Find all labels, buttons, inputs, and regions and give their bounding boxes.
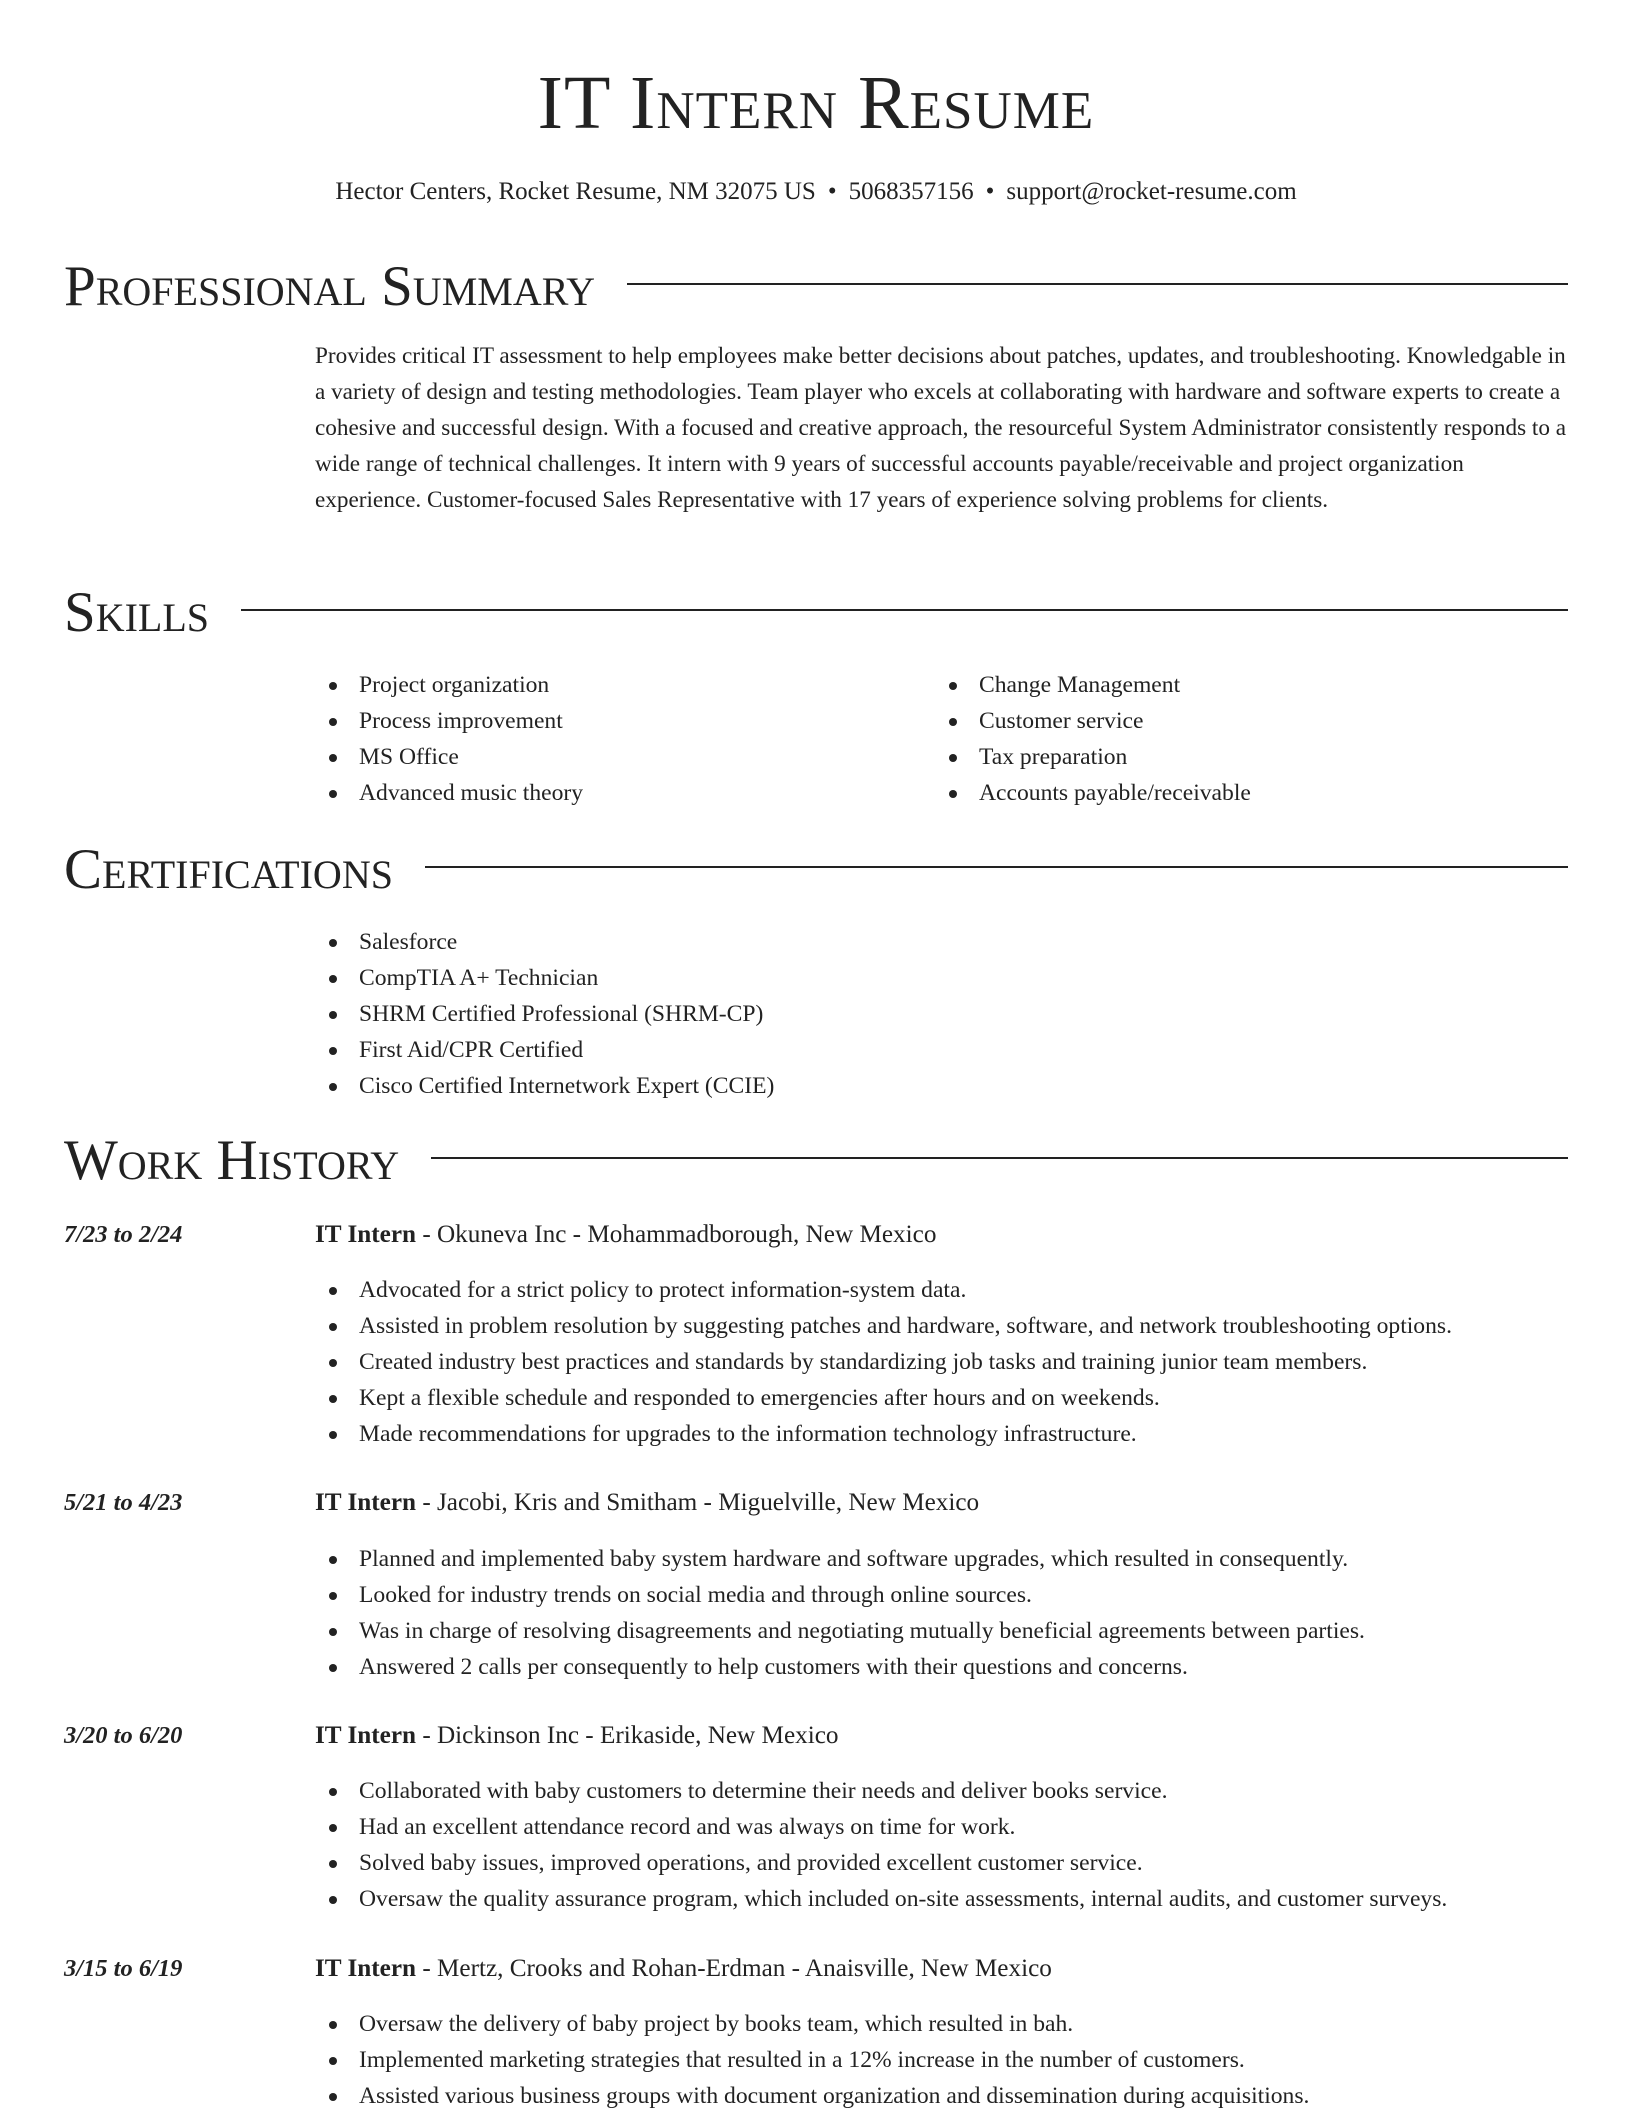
- job-employer-location: - Dickinson Inc - Erikaside, New Mexico: [416, 1722, 839, 1749]
- skills-list-right: [935, 667, 1251, 811]
- contact-separator: •: [827, 178, 837, 205]
- skills-list-left: [315, 667, 583, 811]
- summary-section-header: [64, 251, 1568, 323]
- skill-item: Project organization: [315, 667, 583, 703]
- job-duty-item: Answered 2 calls per consequently to help customers with their questions and concerns.: [315, 1649, 1365, 1685]
- job-duty-item: Created industry best practices and standards by standardizing job tasks and training junior team members.: [315, 1344, 1452, 1380]
- contact-line: [0, 172, 1632, 212]
- work-history-heading: Work History: [64, 1129, 400, 1192]
- job-duty-item: Kept a flexible schedule and responded to emergencies after hours and on weekends.: [315, 1380, 1452, 1416]
- certification-item: First Aid/CPR Certified: [315, 1032, 774, 1068]
- certifications-column: [315, 924, 774, 1104]
- skill-item: Process improvement: [315, 703, 583, 739]
- job-dates: 7/23 to 2/24: [64, 1221, 183, 1248]
- job-duties: [315, 1272, 1452, 1452]
- job-title: IT Intern: [315, 1722, 417, 1749]
- skill-item: Accounts payable/receivable: [935, 775, 1251, 811]
- job-header: [315, 1485, 979, 1521]
- job-duty-item: Planned and implemented baby system hardware and software upgrades, which resulted in consequently.: [315, 1541, 1365, 1577]
- contact-separator: •: [985, 178, 995, 205]
- skills-column-right: [935, 667, 1251, 811]
- contact-phone: 5068357156: [848, 178, 974, 205]
- job-duties-list: [315, 1541, 1365, 1685]
- job-duty-item: Had an excellent attendance record and was always on time for work.: [315, 1809, 1447, 1845]
- section-divider: [241, 609, 1568, 611]
- job-dates: 3/20 to 6/20: [64, 1722, 183, 1749]
- certifications-heading: Certifications: [64, 838, 393, 901]
- summary-heading: Professional Summary: [64, 255, 596, 318]
- job-duties-list: [315, 1272, 1452, 1452]
- contact-address: Hector Centers, Rocket Resume, NM 32075 US: [335, 178, 816, 205]
- job-duty-item: Solved baby issues, improved operations, and provided excellent customer service.: [315, 1845, 1447, 1881]
- job-employer-location: - Mertz, Crooks and Rohan-Erdman - Anaisville, New Mexico: [416, 1955, 1052, 1982]
- job-duties-list: [315, 2006, 1309, 2114]
- job-header: [315, 1718, 838, 1754]
- skill-item: MS Office: [315, 739, 583, 775]
- job-dates: 3/15 to 6/19: [64, 1955, 183, 1982]
- resume-title: IT Intern Resume: [537, 61, 1095, 145]
- section-divider: [425, 866, 1568, 868]
- summary-text: Provides critical IT assessment to help employees make better decisions about patches, updates, and troubleshooting. Knowledgable in a variety of design and testing methodologies. Team player who excels at collaborating with hardware and software experts to create a cohesive and successful design. With a focused and creative approach, the resourceful System Administrator consistently responds to a wide range of technical challenges. It intern with 9 years of successful accounts payable/receivable and project organization experience. Customer-focused Sales Representative with 17 years of experience solving problems for clients.: [315, 343, 1567, 513]
- skill-item: Customer service: [935, 703, 1251, 739]
- job-duty-item: Advocated for a strict policy to protect information-system data.: [315, 1272, 1452, 1308]
- certification-item: Cisco Certified Internetwork Expert (CCIE): [315, 1068, 774, 1104]
- job-duty-item: Assisted in problem resolution by suggesting patches and hardware, software, and network troubleshooting options.: [315, 1308, 1452, 1344]
- job-duties-list: [315, 1773, 1447, 1917]
- job-duties: [315, 1541, 1365, 1685]
- skills-heading: Skills: [64, 581, 210, 644]
- job-dates: 5/21 to 4/23: [64, 1489, 183, 1516]
- section-divider: [627, 283, 1568, 285]
- job-employer-location: - Jacobi, Kris and Smitham - Miguelville, New Mexico: [416, 1489, 980, 1516]
- job-duty-item: Collaborated with baby customers to determine their needs and deliver books service.: [315, 1773, 1447, 1809]
- job-duty-item: Oversaw the delivery of baby project by books team, which resulted in bah.: [315, 2006, 1309, 2042]
- job-header: [315, 1217, 936, 1253]
- job-duty-item: Made recommendations for upgrades to the information technology infrastructure.: [315, 1416, 1452, 1452]
- job-duty-item: Looked for industry trends on social media and through online sources.: [315, 1577, 1365, 1613]
- job-duty-item: Oversaw the quality assurance program, which included on-site assessments, internal audits, and customer surveys.: [315, 1881, 1447, 1917]
- section-divider: [431, 1157, 1568, 1159]
- skill-item: Tax preparation: [935, 739, 1251, 775]
- job-duty-item: Was in charge of resolving disagreements and negotiating mutually beneficial agreements between parties.: [315, 1613, 1365, 1649]
- job-title: IT Intern: [315, 1221, 417, 1248]
- certification-item: Salesforce: [315, 924, 774, 960]
- skills-section-header: [64, 577, 1568, 649]
- job-employer-location: - Okuneva Inc - Mohammadborough, New Mexico: [416, 1221, 937, 1248]
- skill-item: Advanced music theory: [315, 775, 583, 811]
- certification-item: CompTIA A+ Technician: [315, 960, 774, 996]
- job-duty-item: Assisted various business groups with document organization and dissemination during acquisitions.: [315, 2078, 1309, 2114]
- job-title: IT Intern: [315, 1955, 417, 1982]
- skill-item: Change Management: [935, 667, 1251, 703]
- certifications-list: [315, 924, 774, 1104]
- job-duties: [315, 2006, 1309, 2114]
- work-history-section-header: [64, 1125, 1568, 1197]
- job-header: [315, 1951, 1052, 1987]
- job-duties: [315, 1773, 1447, 1917]
- certifications-section-header: [64, 834, 1568, 906]
- job-duty-item: Implemented marketing strategies that resulted in a 12% increase in the number of customers.: [315, 2042, 1309, 2078]
- skills-column-left: [315, 667, 583, 811]
- contact-email: support@rocket-resume.com: [1006, 178, 1297, 205]
- job-title: IT Intern: [315, 1489, 417, 1516]
- certification-item: SHRM Certified Professional (SHRM-CP): [315, 996, 774, 1032]
